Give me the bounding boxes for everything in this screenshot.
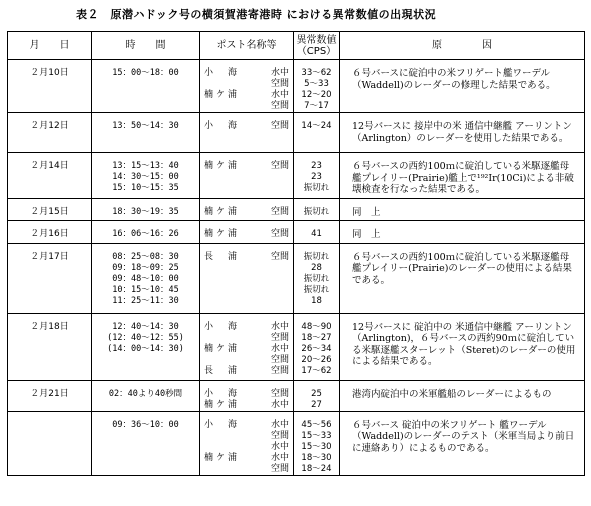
post-medium: 水中 xyxy=(270,90,289,100)
cell-post xyxy=(200,380,294,411)
cell-cps xyxy=(294,313,340,380)
cell-time xyxy=(92,221,200,244)
post-medium: 空間 xyxy=(270,79,289,89)
post-medium: 空間 xyxy=(270,365,289,376)
cell-cps xyxy=(294,411,340,475)
cps-value: 15～30 xyxy=(301,441,332,452)
post-line xyxy=(200,121,293,132)
post-line xyxy=(200,68,293,79)
time-line: 10：15～10：45 xyxy=(112,284,179,295)
cell-post xyxy=(200,243,294,313)
post-location: 長 浦 xyxy=(204,251,241,262)
cell-date: ２月10日 xyxy=(8,60,92,113)
post-medium: 水中 xyxy=(270,343,289,354)
cell-date xyxy=(8,411,92,475)
cps-value: 27 xyxy=(311,399,322,410)
post-line xyxy=(200,322,293,333)
post-medium: 空間 xyxy=(270,251,289,262)
table-row xyxy=(8,380,585,411)
cps-value: 7～17 xyxy=(304,101,329,111)
post-line xyxy=(200,420,293,431)
header-date: 月 日 xyxy=(8,32,92,60)
post-location: 楠ケ浦 xyxy=(204,452,241,463)
cps-value: 20～26 xyxy=(301,354,332,365)
cell-cps xyxy=(294,243,340,313)
time-line: 13：50～14：30 xyxy=(112,121,179,131)
cell-time xyxy=(92,243,200,313)
post-medium: 空間 xyxy=(270,463,289,474)
cell-time xyxy=(92,411,200,475)
post-medium: 水中 xyxy=(270,452,289,463)
post-location: 小 海 xyxy=(204,68,241,78)
post-medium: 水中 xyxy=(270,68,289,78)
cell-cps xyxy=(294,198,340,221)
cell-date: ２月18日 xyxy=(8,313,92,380)
post-line xyxy=(200,453,293,464)
cell-cps xyxy=(294,60,340,113)
time-line: 09：18～09：25 xyxy=(112,262,179,273)
cell-time xyxy=(92,153,200,199)
post-location: 小 海 xyxy=(204,419,241,430)
header-post: ポスト名称等 xyxy=(200,32,294,60)
post-location: 小 海 xyxy=(204,321,241,332)
cps-value: 振切れ xyxy=(303,273,330,284)
cell-time xyxy=(92,60,200,113)
time-line: 02：40より40秒間 xyxy=(108,388,183,399)
cps-value: 18～27 xyxy=(301,332,332,343)
post-medium: 水中 xyxy=(270,441,289,452)
time-line: 16：06～16：26 xyxy=(112,229,179,239)
cell-date: ２月21日 xyxy=(8,380,92,411)
cell-reason: ６号バースに碇泊中の米フリゲート艦ワーデル（Waddell)のレーダーの修理した結果である。 xyxy=(340,60,585,113)
cell-reason: ６号バースの西約100ｍに碇泊している米駆逐艦母艦プレイリー(Prairie)艦上で¹⁹²Ir(10Ci)による非破壊検査を行なった結果である。 xyxy=(340,153,585,199)
post-location: 楠ケ浦 xyxy=(204,161,241,171)
table-row xyxy=(8,113,585,153)
time-line: 14：30～15：00 xyxy=(112,172,179,182)
cell-post xyxy=(200,313,294,380)
cell-date: ２月15日 xyxy=(8,198,92,221)
cell-reason: ６号バース 碇泊中の米フリゲート 艦ワーデル（Waddell)のレーダーのテスト（米軍当局より前日に連絡あり）によるものである。 xyxy=(340,411,585,475)
table-row xyxy=(8,60,585,113)
cps-value: 18～24 xyxy=(301,463,332,474)
cell-reason: 港湾内碇泊中の米軍艦船のレーダーによるもの xyxy=(340,380,585,411)
post-medium: 空間 xyxy=(270,229,289,239)
header-reason: 原 因 xyxy=(340,32,585,60)
header-cps-line2: （CPS） xyxy=(296,45,337,57)
cell-date: ２月14日 xyxy=(8,153,92,199)
post-medium: 空間 xyxy=(270,121,289,131)
cell-reason: 同 上 xyxy=(340,221,585,244)
cell-time xyxy=(92,313,200,380)
post-location: 小 海 xyxy=(204,388,241,399)
post-location: 楠ケ浦 xyxy=(204,206,241,217)
time-line: 09：36～10：00 xyxy=(112,419,179,430)
post-medium: 空間 xyxy=(270,354,289,365)
time-line: (14：00～14：30) xyxy=(107,343,184,354)
cps-value: 振切れ xyxy=(303,206,330,217)
post-line xyxy=(200,344,293,355)
table-header-row xyxy=(8,32,585,60)
cell-cps xyxy=(294,380,340,411)
table-row xyxy=(8,313,585,380)
header-cps-line1: 異常数値 xyxy=(296,34,337,46)
cell-date: ２月17日 xyxy=(8,243,92,313)
table-row xyxy=(8,198,585,221)
cell-cps xyxy=(294,153,340,199)
cps-value: 振切れ xyxy=(303,284,330,295)
cell-time xyxy=(92,380,200,411)
cell-time xyxy=(92,113,200,153)
post-medium: 空間 xyxy=(270,161,289,171)
post-line xyxy=(200,229,293,240)
time-line: 13：15～13：40 xyxy=(112,161,179,171)
cell-cps xyxy=(294,221,340,244)
table-row xyxy=(8,153,585,199)
cps-value: 振切れ xyxy=(303,251,330,262)
header-time: 時 間 xyxy=(92,32,200,60)
post-location: 楠ケ浦 xyxy=(204,343,241,354)
cell-reason: ６号バースの西約100ｍに碇泊している米駆逐艦母艦プレイリー(Prairie)のレーダーの使用による結果である。 xyxy=(340,243,585,313)
post-location: 長 浦 xyxy=(204,365,241,376)
post-line xyxy=(200,79,293,90)
post-line xyxy=(200,366,293,377)
post-medium: 水中 xyxy=(270,399,289,410)
post-line xyxy=(200,252,293,263)
cps-value: 18 xyxy=(311,295,322,306)
cps-value: 振切れ xyxy=(303,183,330,193)
post-medium: 空間 xyxy=(270,101,289,111)
cps-value: 48～90 xyxy=(301,321,332,332)
cps-value: 5～33 xyxy=(304,79,329,89)
post-line xyxy=(200,389,293,400)
post-location: 楠ケ浦 xyxy=(204,90,241,100)
cps-value: 33～62 xyxy=(301,68,332,78)
post-medium: 空間 xyxy=(270,430,289,441)
post-line xyxy=(200,207,293,218)
cell-post xyxy=(200,113,294,153)
post-medium: 空間 xyxy=(270,206,289,217)
cps-value: 14～24 xyxy=(301,121,332,131)
cell-post xyxy=(200,411,294,475)
cell-reason: 12号バースに 接岸中の米 通信中継艦 アーリントン（Arlington）のレーダーを使用した結果である。 xyxy=(340,113,585,153)
cps-value: 23 xyxy=(311,172,322,182)
post-line xyxy=(200,431,293,442)
cell-cps xyxy=(294,113,340,153)
time-line: (12：40～12：55) xyxy=(107,332,184,343)
cell-date: ２月12日 xyxy=(8,113,92,153)
post-line xyxy=(200,101,293,112)
post-medium: 空間 xyxy=(270,388,289,399)
time-line: 09：48～10：00 xyxy=(112,273,179,284)
table-row xyxy=(8,411,585,475)
cell-reason: 12号バースに 碇泊中の 米通信中継艦 アーリントン（Arlington)，６号バースの西約90ｍに碇泊している米駆逐艦スターレット（Steret)のレーダーの使用による結果である。 xyxy=(340,313,585,380)
cell-post xyxy=(200,153,294,199)
cell-date: ２月16日 xyxy=(8,221,92,244)
post-medium: 水中 xyxy=(270,419,289,430)
cell-reason: 同 上 xyxy=(340,198,585,221)
cps-value: 17～62 xyxy=(301,365,332,376)
time-line: 15：10～15：35 xyxy=(112,183,179,193)
cps-value: 18～30 xyxy=(301,452,332,463)
time-line: 11：25～11：30 xyxy=(112,295,179,306)
cps-value: 25 xyxy=(311,388,322,399)
time-line: 08：25～08：30 xyxy=(112,251,179,262)
post-location: 楠ケ浦 xyxy=(204,229,241,239)
cps-value: 12～20 xyxy=(301,90,332,100)
cps-value: 15～33 xyxy=(301,430,332,441)
post-line xyxy=(200,400,293,411)
post-medium: 空間 xyxy=(270,332,289,343)
post-location: 小 海 xyxy=(204,121,241,131)
table-row xyxy=(8,221,585,244)
post-line xyxy=(200,464,293,475)
cps-value: 41 xyxy=(311,229,322,239)
table-body xyxy=(8,60,585,476)
post-line xyxy=(200,442,293,453)
post-line xyxy=(200,333,293,344)
post-line xyxy=(200,355,293,366)
cps-value: 28 xyxy=(311,262,322,273)
table-title: 表２ 原潜ハドック号の横須賀港寄港時 における異常数値の出現状況 xyxy=(76,8,437,21)
time-line: 18：30～19：35 xyxy=(112,206,179,217)
time-line: 12：40～14：30 xyxy=(112,321,179,332)
cps-value: 45～56 xyxy=(301,419,332,430)
cps-value: 23 xyxy=(311,161,322,171)
header-cps xyxy=(294,32,340,60)
post-medium: 水中 xyxy=(270,321,289,332)
post-line xyxy=(200,90,293,101)
cell-time xyxy=(92,198,200,221)
table-row xyxy=(8,243,585,313)
cell-post xyxy=(200,60,294,113)
cell-post xyxy=(200,198,294,221)
time-line: 15：00～18：00 xyxy=(112,68,179,78)
cell-post xyxy=(200,221,294,244)
post-location: 楠ケ浦 xyxy=(204,399,241,410)
cps-value: 26～34 xyxy=(301,343,332,354)
anomaly-table xyxy=(7,31,585,476)
post-line xyxy=(200,161,293,172)
